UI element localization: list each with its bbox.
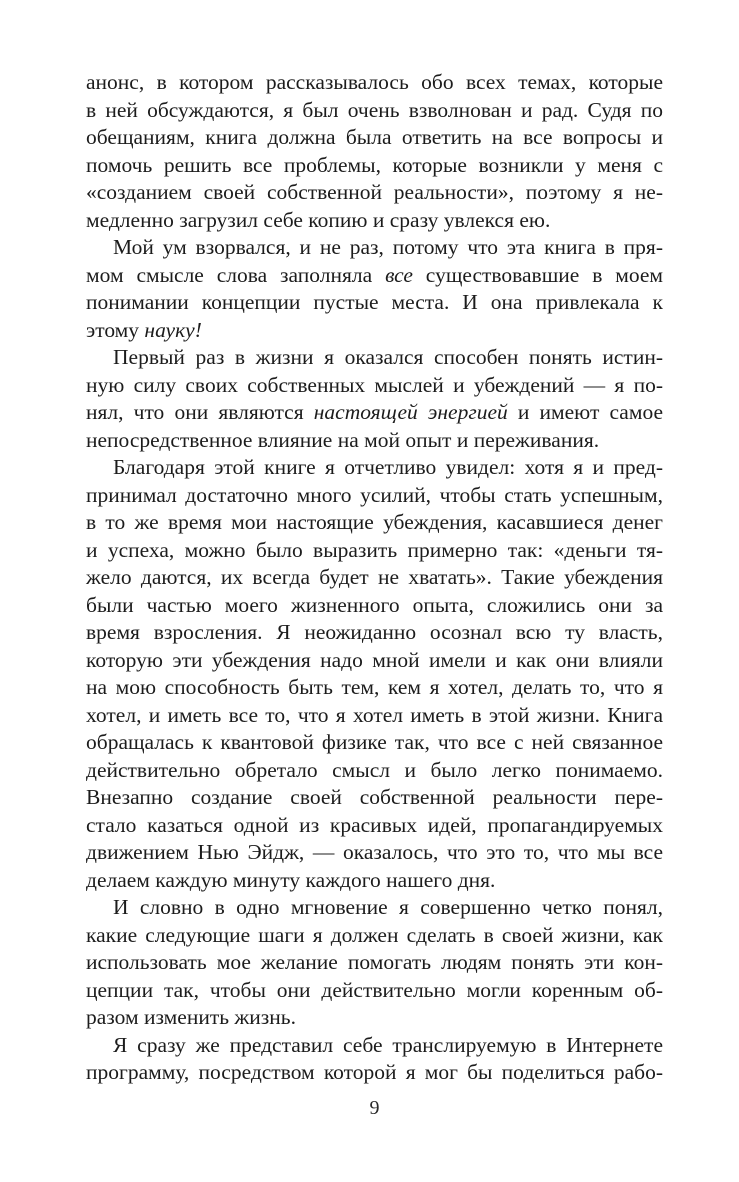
- text-line: [86, 757, 663, 785]
- text-line: [86, 69, 663, 97]
- text-line: [86, 289, 663, 317]
- text-line: [86, 124, 663, 152]
- text-line: [86, 344, 663, 372]
- text-run: И словно в одно мгновение я совершенно четко понял,: [113, 895, 663, 919]
- text-line: [86, 894, 663, 922]
- text-line: [86, 729, 663, 757]
- text-line: [86, 454, 663, 482]
- text-run: какие следующие шаги я должен сделать в своей жизни, как: [86, 922, 663, 947]
- text-line: [86, 399, 663, 427]
- text-line: [86, 482, 663, 510]
- text-line: [86, 674, 663, 702]
- text-run: и имеют самое: [507, 400, 664, 424]
- text-run: медленно загрузил себе копию и сразу увлекся ею.: [86, 207, 551, 232]
- text-run: помочь решить все проблемы, которые возникли у меня с: [86, 152, 663, 177]
- text-run: хотел, и иметь все то, что я хотел иметь в этой жизни. Книга: [86, 702, 663, 727]
- text-run: этому: [86, 317, 145, 342]
- text-run: которую эти убеждения надо мной имели и как они влияли: [86, 647, 663, 672]
- text-line: [86, 179, 663, 207]
- text-run: Благодаря этой книге я отчетливо увидел: хотя я и пред-: [113, 455, 663, 479]
- paragraph: [86, 69, 663, 234]
- text-run: на мою способность быть тем, кем я хотел, делать то, что я: [86, 675, 663, 699]
- text-run: обращалась к квантовой физике так, что все с ней связанное: [86, 730, 663, 754]
- paragraph: [86, 1032, 663, 1087]
- italic-text-run: все: [385, 262, 413, 287]
- text-line: [86, 372, 663, 400]
- text-line: [86, 839, 663, 867]
- text-run: время взросления. Я неожиданно осознал всю ту власть,: [86, 620, 663, 644]
- text-run: ную силу своих собственных мыслей и убеждений — я по-: [86, 372, 663, 397]
- text-run: в то же время мои настоящие убеждения, касавшиеся денег: [86, 510, 663, 534]
- text-line: [86, 647, 663, 675]
- text-line: [86, 262, 663, 290]
- text-run: принимал достаточно много усилий, чтобы стать успешным,: [86, 482, 663, 507]
- text-run: использовать мое желание помогать людям понять эти кон-: [86, 950, 663, 974]
- text-line: [86, 922, 663, 950]
- paragraph: [86, 894, 663, 1032]
- text-run: разом изменить жизнь.: [86, 1005, 296, 1029]
- text-line: [86, 867, 663, 895]
- page-text: [86, 69, 663, 1087]
- text-line: [86, 537, 663, 565]
- text-line: [86, 207, 663, 235]
- text-run: действительно обретало смысл и было легко понимаемо.: [86, 757, 663, 782]
- text-run: цепции так, чтобы они действительно могли коренным об-: [86, 977, 663, 1002]
- text-line: [86, 234, 663, 262]
- text-line: [86, 592, 663, 620]
- text-line: [86, 509, 663, 537]
- text-line: [86, 619, 663, 647]
- paragraph: [86, 454, 663, 894]
- text-run: непосредственное влияние на мой опыт и переживания.: [86, 427, 600, 452]
- italic-text-run: науку!: [144, 317, 202, 342]
- text-line: [86, 702, 663, 730]
- text-run: Первый раз в жизни я оказался способен понять истин-: [113, 345, 663, 369]
- text-line: [86, 977, 663, 1005]
- text-run: Внезапно создание своей собственной реальности пере-: [86, 785, 663, 809]
- text-line: [86, 317, 663, 345]
- text-run: обещаниям, книга должна была ответить на все вопросы и: [86, 125, 663, 149]
- text-line: [86, 427, 663, 455]
- text-run: мом смысле слова заполняла: [86, 262, 386, 287]
- paragraph: [86, 234, 663, 344]
- text-run: движением Нью Эйдж, — оказалось, что это то, что мы все: [86, 840, 663, 864]
- text-run: анонс, в котором рассказывалось обо всех темах, которые: [86, 70, 663, 94]
- text-line: [86, 949, 663, 977]
- text-line: [86, 812, 663, 840]
- page-number: 9: [369, 1097, 380, 1119]
- italic-text-run: настоящей энергией: [313, 400, 508, 424]
- text-line: [86, 1032, 663, 1060]
- text-run: существовавшие в моем: [412, 262, 664, 287]
- text-run: Я сразу же представил себе транслируемую в Интернете: [113, 1032, 663, 1057]
- text-run: «созданием своей собственной реальности», поэтому я не-: [86, 180, 663, 204]
- text-run: делаем каждую минуту каждого нашего дня.: [86, 867, 496, 892]
- text-run: нял, что они являются: [86, 400, 314, 424]
- text-run: программу, посредством которой я мог бы поделиться рабо-: [86, 1060, 663, 1084]
- text-run: и успеха, можно было выразить примерно так: «деньги тя-: [86, 537, 663, 562]
- text-line: [86, 784, 663, 812]
- text-run: понимании концепции пустые места. И она привлекала к: [86, 290, 663, 314]
- text-line: [86, 1059, 663, 1087]
- text-line: [86, 152, 663, 180]
- text-line: [86, 1004, 663, 1032]
- text-run: стало казаться одной из красивых идей, пропагандируемых: [86, 812, 663, 837]
- text-run: были частью моего жизненного опыта, сложились они за: [86, 592, 663, 617]
- text-line: [86, 564, 663, 592]
- text-run: в ней обсуждаются, я был очень взволнован и рад. Судя по: [86, 97, 663, 122]
- text-run: жело даются, их всегда будет не хватать». Такие убеждения: [86, 565, 663, 589]
- text-run: Мой ум взорвался, и не раз, потому что эта книга в пря-: [113, 235, 663, 259]
- text-line: [86, 97, 663, 125]
- paragraph: [86, 344, 663, 454]
